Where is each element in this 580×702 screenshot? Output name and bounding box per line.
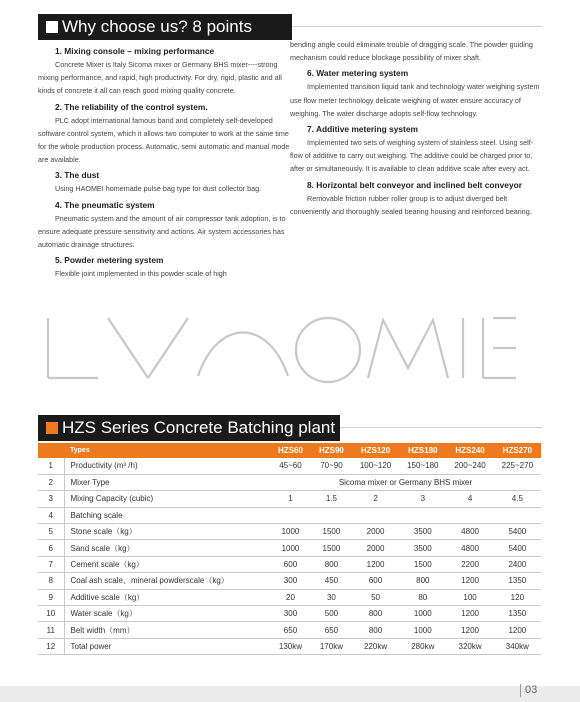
section-heading: 2. The reliability of the control system. — [55, 101, 208, 112]
row-value: 5400 — [494, 540, 541, 556]
table-row — [38, 638, 541, 654]
row-label: Mixing Capacity (cubic) — [64, 491, 270, 507]
right-column — [290, 38, 542, 220]
row-label: Sand scale（kg） — [64, 540, 270, 556]
row-value: 1000 — [270, 540, 311, 556]
table-row — [38, 556, 541, 572]
left-column — [38, 44, 290, 282]
section-heading: 6. Water metering system — [307, 68, 409, 79]
row-value: 800 — [399, 573, 446, 589]
row-number: 8 — [38, 573, 64, 589]
page-number: 03 — [520, 684, 537, 697]
row-value: 130kw — [270, 638, 311, 654]
row-label: Total power — [64, 638, 270, 654]
table-row — [38, 573, 541, 589]
row-value: 1200 — [446, 573, 493, 589]
row-value: 2000 — [352, 540, 399, 556]
row-value: 2200 — [446, 556, 493, 572]
row-number: 4 — [38, 507, 64, 523]
table-header-index — [38, 443, 64, 458]
row-value: 800 — [352, 622, 399, 638]
row-value: 600 — [270, 556, 311, 572]
row-value: 120 — [494, 589, 541, 605]
footer-bar — [0, 686, 580, 702]
row-value: 70~90 — [311, 458, 352, 474]
row-value: 320kw — [446, 638, 493, 654]
table-header-model: HZS180 — [399, 443, 446, 458]
table-header-model: HZS60 — [270, 443, 311, 458]
row-value: 600 — [352, 573, 399, 589]
row-value: 1350 — [494, 573, 541, 589]
row-label: Water scale（kg） — [64, 606, 270, 622]
row-value: 30 — [311, 589, 352, 605]
section-paragraph: Implemented transition liquid tank and technology water weighing system use flow meter technology delicate weighing of water ensure accuracy of weighing. The water discharge adopts self-flow technology. — [290, 82, 540, 118]
row-value: 300 — [270, 606, 311, 622]
table-row — [38, 524, 541, 540]
table-row — [38, 606, 541, 622]
row-label: Coal ash scale、mineral powderscale（kg） — [64, 573, 270, 589]
header-divider — [292, 26, 542, 27]
table-header-model: HZS270 — [494, 443, 541, 458]
row-value — [399, 507, 446, 523]
row-merged-value: Sicoma mixer or Germany BHS mixer — [270, 474, 541, 490]
section-heading: 8. Horizontal belt conveyor and inclined belt conveyor — [307, 179, 523, 190]
table-header-model: HZS120 — [352, 443, 399, 458]
row-value: 1350 — [494, 606, 541, 622]
row-value: 220kw — [352, 638, 399, 654]
row-number: 5 — [38, 524, 64, 540]
row-value: 100 — [446, 589, 493, 605]
row-value: 280kw — [399, 638, 446, 654]
row-value: 1000 — [399, 606, 446, 622]
section-heading: 1. Mixing console – mixing performance — [55, 46, 215, 56]
table-row — [38, 540, 541, 556]
section-paragraph: PLC adopt international famous band and completely self-developed software control system, which it allows two computer to work at the same time for the whole production process. Automatic, semi automatic and manual mode are available. — [38, 115, 290, 165]
row-value: 3 — [399, 491, 446, 507]
haomei-watermark — [38, 298, 518, 388]
row-value: 3500 — [399, 540, 446, 556]
section-paragraph: Removable friction rubber roller group is to adjust diverged belt conveniently and thoroughly sealed bearing housing and reinforced bearing. — [290, 193, 532, 216]
square-icon — [46, 21, 58, 33]
row-value: 200~240 — [446, 458, 493, 474]
row-value: 2 — [352, 491, 399, 507]
row-value: 2000 — [352, 524, 399, 540]
why-choose-title: Why choose us? 8 points — [62, 17, 252, 36]
section-paragraph: Flexible joint implemented in this powder scale of high — [55, 269, 227, 279]
row-value: 1200 — [494, 622, 541, 638]
row-value: 500 — [311, 606, 352, 622]
row-label: Productivity (m³ /h) — [64, 458, 270, 474]
row-value: 150~180 — [399, 458, 446, 474]
row-value: 3500 — [399, 524, 446, 540]
section-paragraph: bending angle could eliminate trouble of dragging scale. The powder guiding mechanism could reduce blockage possibility of mixer shaft. — [290, 40, 533, 63]
row-value: 4.5 — [494, 491, 541, 507]
hzs-series-title: HZS Series Concrete Batching plant — [62, 418, 336, 437]
table-header-types: Types — [64, 443, 270, 458]
table-row — [38, 507, 541, 523]
row-label: Belt width（mm） — [64, 622, 270, 638]
row-value: 80 — [399, 589, 446, 605]
section-paragraph: Concrete Mixer is Italy Sicoma mixer or Germany BHS mixer----strong mixing performance, and rapid, high productivity. For dry, rigid, plastic and all kinds of concrete it all can reach good mixing quality concrete. — [38, 60, 282, 96]
row-value — [270, 507, 311, 523]
section-heading: 4. The pneumatic system — [55, 199, 155, 210]
row-value: 650 — [311, 622, 352, 638]
row-number: 2 — [38, 474, 64, 490]
section-paragraph: Implemented two sets of weighing system of stainless steel. Using self-flow of additive to carry out weighing. The additive could be charged prior to, after or simultaneously. It is available to clean additive scale after every act. — [290, 138, 534, 174]
row-value: 800 — [311, 556, 352, 572]
row-number: 6 — [38, 540, 64, 556]
why-choose-header — [38, 14, 292, 40]
row-number: 3 — [38, 491, 64, 507]
row-value: 1500 — [311, 540, 352, 556]
section-paragraph: Using HAOMEI homemade pulse bag type for dust collector bag. — [55, 184, 262, 194]
row-value: 225~270 — [494, 458, 541, 474]
row-value: 50 — [352, 589, 399, 605]
row-value — [311, 507, 352, 523]
row-value: 4800 — [446, 524, 493, 540]
hzs-series-header — [38, 415, 340, 441]
row-value: 340kw — [494, 638, 541, 654]
table-header-row — [38, 443, 541, 458]
row-value: 100~120 — [352, 458, 399, 474]
table-row — [38, 474, 541, 490]
row-value: 1200 — [446, 622, 493, 638]
row-number: 12 — [38, 638, 64, 654]
row-value: 1.5 — [311, 491, 352, 507]
row-value: 1500 — [311, 524, 352, 540]
row-number: 9 — [38, 589, 64, 605]
row-value: 1 — [270, 491, 311, 507]
table-row — [38, 458, 541, 474]
row-value — [494, 507, 541, 523]
row-value — [352, 507, 399, 523]
section-heading: 7. Additive metering system — [307, 124, 418, 135]
table-row — [38, 491, 541, 507]
row-value: 170kw — [311, 638, 352, 654]
row-number: 7 — [38, 556, 64, 572]
row-value: 650 — [270, 622, 311, 638]
row-label: Additive scale（kg） — [64, 589, 270, 605]
row-value: 300 — [270, 573, 311, 589]
row-number: 10 — [38, 606, 64, 622]
row-label: Mixer Type — [64, 474, 270, 490]
row-label: Batching scale — [64, 507, 270, 523]
row-value: 800 — [352, 606, 399, 622]
row-value: 5400 — [494, 524, 541, 540]
row-value: 1000 — [399, 622, 446, 638]
row-value: 1200 — [446, 606, 493, 622]
row-value: 20 — [270, 589, 311, 605]
row-value: 450 — [311, 573, 352, 589]
row-value: 45~60 — [270, 458, 311, 474]
row-label: Cement scale（kg） — [64, 556, 270, 572]
row-value: 1500 — [399, 556, 446, 572]
table-row — [38, 622, 541, 638]
section-heading: 3. The dust — [55, 170, 100, 181]
section-paragraph: Pneumatic system and the amount of air compressor tank adoption, is to ensure adequate pressure sensitivity and actions. Air system accessories has automatic drainage structures. — [38, 213, 286, 250]
row-label: Stone scale（kg） — [64, 524, 270, 540]
table-header-model: HZS240 — [446, 443, 493, 458]
header-divider — [340, 427, 542, 428]
orange-square-icon — [46, 422, 58, 434]
row-value: 4 — [446, 491, 493, 507]
section-heading: 5. Powder metering system — [55, 255, 164, 266]
specifications-table — [38, 443, 541, 655]
row-value: 1200 — [352, 556, 399, 572]
row-value: 4800 — [446, 540, 493, 556]
row-value — [446, 507, 493, 523]
table-header-model: HZS90 — [311, 443, 352, 458]
row-value: 1000 — [270, 524, 311, 540]
row-number: 1 — [38, 458, 64, 474]
row-number: 11 — [38, 622, 64, 638]
table-row — [38, 589, 541, 605]
row-value: 2400 — [494, 556, 541, 572]
